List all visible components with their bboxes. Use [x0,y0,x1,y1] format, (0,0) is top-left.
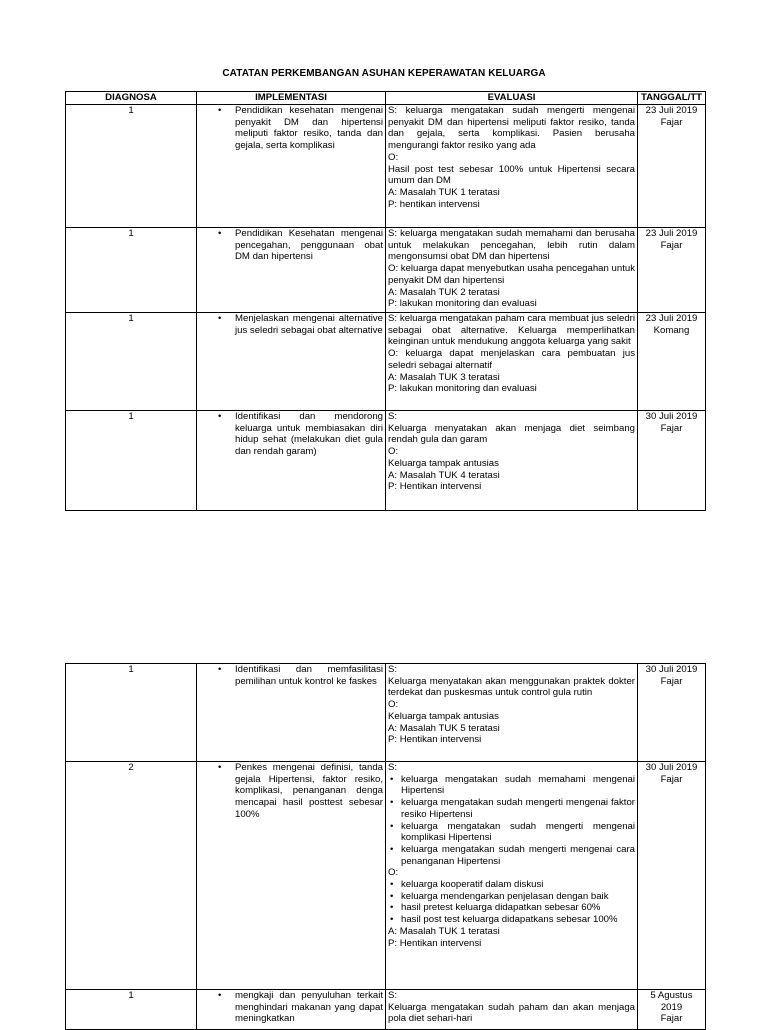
diagnosa-cell: 1 [66,228,197,313]
bullet-icon: • [390,843,394,855]
tanggal-cell [638,762,706,990]
evaluasi-cell [386,105,638,228]
tt-text: Fajar [660,422,683,434]
tt-text: Fajar [660,116,683,128]
evaluasi-line: P: Hentikan intervensi [388,481,482,493]
evaluasi-o-label: O: [388,867,399,879]
header-implementasi: IMPLEMENTASI [197,92,386,105]
tanggal-text: 23 Juli 2019 [645,105,698,116]
list-item-text: keluarga kooperatif dalam diskusi [401,879,544,891]
evaluasi-line: P: Hentikan intervensi [388,937,482,949]
list-item-text: keluarga mengatakan sudah mengerti mengenai cara penanganan Hipertensi [401,843,635,867]
header-diagnosa: DIAGNOSA [66,92,197,105]
evaluasi-s-list [388,774,635,868]
evaluasi-line: S: [388,411,398,422]
implementasi-cell [197,228,386,313]
implementasi-text: Penkes mengenai definisi, tanda gejala Hipertensi, faktor resiko, komplikasi, penanganan denga mencapai hasil posttest sebesar 100% [235,762,383,820]
bullet-icon: • [218,664,222,675]
list-item-text: hasil pretest keluarga didapatkan sebesar 60% [401,902,601,914]
implementasi-text: Identifikasi dan mendorong keluarga untuk membiasakan diri hidup sehat (melakukan diet gula dan rendah garam) [235,411,383,458]
evaluasi-line: S: [388,990,398,1001]
bullet-icon: • [218,105,222,116]
diagnosa-cell: 1 [66,990,197,1030]
evaluasi-line: S: keluarga mengatakan paham cara membuat jus seledri sebagai obat alternative. Keluarga memperlihatkan keinginan untuk mendukung anggota keluarga yang sakit [388,313,635,348]
table-row [66,762,706,990]
evaluasi-line: Keluarga tampak antusias [388,457,499,469]
evaluasi-line: O: keluarga dapat menjelaskan cara pembuatan jus seledri sebagai alternatif [388,348,635,371]
tanggal-text: 5 Agustus 2019 [650,990,693,1013]
diagnosa-cell: 1 [66,664,197,762]
table-row [66,411,706,511]
evaluasi-line: O: [388,151,399,163]
list-item [388,797,635,820]
tanggal-cell [638,105,706,228]
list-item [388,844,635,867]
evaluasi-cell [386,664,638,762]
tt-text: Fajar [660,773,683,785]
table-header-row [66,92,706,105]
list-item-text: keluarga mengatakan sudah mengerti mengenai komplikasi Hipertensi [401,820,635,844]
list-item [388,902,635,914]
evaluasi-line: S: keluarga mengatakan sudah mengerti mengenai penyakit DM dan hipertensi meliputi faktor resiko, tanda dan gejala, serta komplikasi. Pasien berusaha mengurangi faktor resiko yang ada [388,105,635,152]
list-item-text: hasil post test keluarga didapatkans sebesar 100% [401,914,618,926]
evaluasi-line: O: keluarga dapat menyebutkan usaha pencegahan untuk penyakit DM dan hipertensi [388,263,635,286]
evaluasi-cell [386,411,638,511]
evaluasi-line: Keluarga tampak antusias [388,710,499,722]
evaluasi-cell [386,762,638,990]
diagnosa-cell: 2 [66,762,197,990]
table-row [66,664,706,762]
tanggal-text: 23 Juli 2019 [645,228,698,239]
evaluasi-line: A: Masalah TUK 3 teratasi [388,371,500,383]
tanggal-cell [638,664,706,762]
evaluasi-line: Keluarga mengatakan sudah paham dan akan menjaga pola diet sehari-hari [388,1001,635,1025]
diagnosa-cell: 1 [66,411,197,511]
evaluasi-cell [386,313,638,411]
tanggal-text: 30 Juli 2019 [645,664,698,675]
implementasi-text: Identifikasi dan memfasilitasi pemilihan untuk kontrol ke faskes [235,664,383,687]
bullet-icon: • [218,762,222,773]
evaluasi-line: O: [388,699,399,711]
implementasi-cell [197,411,386,511]
evaluasi-line: S: keluarga mengatakan sudah memahami dan berusaha untuk melakukan pencegahan, lebih rutin dalam mengonsumsi obat DM dan hipertensi [388,228,635,263]
list-item [388,914,635,926]
implementasi-cell [197,664,386,762]
table-row [66,105,706,228]
implementasi-text: Menjelaskan mengenai alternative jus seledri sebagai obat alternative [235,313,383,336]
tanggal-cell [638,313,706,411]
list-item [388,891,635,903]
evaluasi-line: A: Masalah TUK 4 teratasi [388,469,500,481]
table-row [66,228,706,313]
evaluasi-line: A: Masalah TUK 5 teratasi [388,722,500,734]
bullet-icon: • [390,797,394,809]
evaluasi-line: S: [388,664,398,675]
implementasi-cell [197,762,386,990]
table-row [66,313,706,411]
evaluasi-line: Keluarga menyatakan akan menggunakan praktek dokter terdekat dan puskesmas untuk control gula rutin [388,675,635,699]
bullet-icon: • [218,228,222,239]
diagnosa-cell: 1 [66,105,197,228]
evaluasi-line: A: Masalah TUK 1 teratasi [388,186,500,198]
bullet-icon: • [390,914,394,926]
implementasi-text: mengkaji dan penyuluhan terkait menghindari makanan yang dapat meningkatkan [235,990,383,1025]
bullet-icon: • [390,773,394,785]
tanggal-cell [638,411,706,511]
evaluasi-s-label: S: [388,762,398,773]
evaluasi-line: P: Hentikan intervensi [388,734,482,746]
diagnosa-cell: 1 [66,313,197,411]
list-item-text: keluarga mengatakan sudah mengerti mengenai faktor resiko Hipertensi [401,797,635,820]
list-item [388,774,635,797]
bullet-icon: • [390,890,394,902]
evaluasi-line: Hasil post test sebesar 100% untuk Hipertensi secara umum dan DM [388,163,635,187]
tanggal-text: 30 Juli 2019 [645,411,698,422]
bullet-icon: • [218,411,222,422]
evaluasi-line: Keluarga menyatakan akan menjaga diet seimbang rendah gula dan garam [388,422,635,446]
header-tanggal: TANGGAL/TT [638,92,706,105]
progress-table-2 [65,663,706,1030]
page-title: CATATAN PERKEMBANGAN ASUHAN KEPERAWATAN KELUARGA [222,68,546,79]
tt-text: Komang [653,324,690,336]
list-item [388,821,635,844]
tanggal-text: 30 Juli 2019 [645,762,698,773]
implementasi-cell [197,105,386,228]
list-item-text: keluarga mendengarkan penjelasan dengan baik [401,890,609,902]
evaluasi-line: P: lakukan monitoring dan evaluasi [388,298,537,310]
progress-table-1 [65,91,706,511]
evaluasi-cell [386,228,638,313]
tt-text: Fajar [660,239,683,251]
evaluasi-line: A: Masalah TUK 2 teratasi [388,286,500,298]
evaluasi-o-list [388,879,635,926]
bullet-icon: • [218,990,222,1001]
bullet-icon: • [218,313,222,324]
evaluasi-line: O: [388,446,399,458]
tt-text: Fajar [660,675,683,687]
tanggal-text: 23 Juli 2019 [645,313,698,324]
bullet-icon: • [390,902,394,914]
implementasi-cell [197,313,386,411]
list-item-text: keluarga mengatakan sudah memahami mengenai Hipertensi [401,773,635,797]
bullet-icon: • [390,820,394,832]
implementasi-text: Pendidikan kesehatan mengenai penyakit DM dan hipertensi meliputi faktor resiko, tanda dan gejala, serta komplikasi [235,105,383,152]
evaluasi-line: A: Masalah TUK 1 teratasi [388,925,500,937]
evaluasi-line: P: hentikan intervensi [388,198,480,210]
list-item [388,879,635,891]
header-evaluasi: EVALUASI [386,92,638,105]
bullet-icon: • [390,879,394,891]
evaluasi-line: P: lakukan monitoring dan evaluasi [388,383,537,395]
implementasi-text: Pendidikan Kesehatan mengenai pencegahan, penggunaan obat DM dan hipertensi [235,228,383,263]
tt-text: Fajar [660,1013,683,1025]
tanggal-cell [638,228,706,313]
